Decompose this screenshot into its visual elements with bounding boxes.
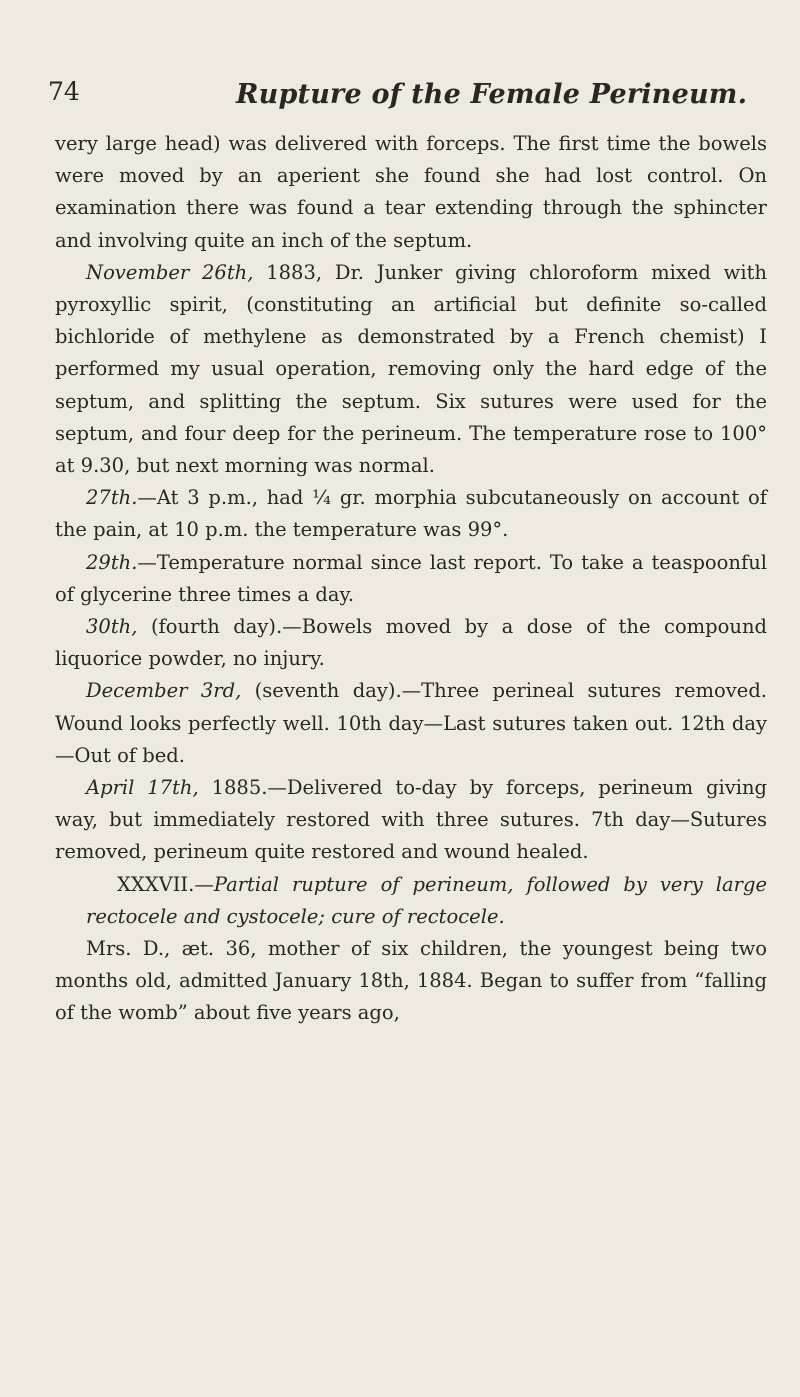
paragraph-continuation <box>55 128 767 257</box>
paragraph-text: Mrs. D., æt. 36, mother of six children, the youngest being two months old, admitted January 18th, 1884. Began to suffer from “falling of the womb” about five years ago, <box>55 937 767 1025</box>
case-title: Partial rupture of perineum, followed by very large rectocele and cystocele; cure of rectocele. <box>86 872 767 928</box>
paragraph-text: (fourth day).—Bowels moved by a dose of the compound liquorice powder, no injury. <box>55 615 767 671</box>
running-head <box>48 78 768 118</box>
paragraph-29th <box>55 547 767 611</box>
paragraph-text: (seventh day).—Three perineal sutures removed. Wound looks perfectly well. 10th day—Last sutures taken out. 12th day—Out of bed. <box>55 679 768 767</box>
case-heading <box>55 869 767 933</box>
entry-date: November 26th, <box>86 260 254 284</box>
entry-date: 29th. <box>86 550 138 574</box>
entry-date: 27th. <box>86 486 138 510</box>
entry-date: April 17th, <box>86 776 199 800</box>
paragraph-nov-26 <box>55 257 767 482</box>
paragraph-april-17th <box>55 772 767 869</box>
entry-date: December 3rd, <box>86 679 242 703</box>
paragraph-text: 1883, Dr. Junker giving chloroform mixed with pyroxyllic spirit, (constituting an artificial but definite so-called bichloride of methylene as demonstrated by a French chemist) I performed my usual operation, removing only the hard edge of the septum, and splitting the septum. Six sutures were used for the septum, and four deep for the perineum. The temperature rose to 100° at 9.30, but next morning was normal. <box>55 260 767 478</box>
paragraph-text: very large head) was delivered with forceps. The first time the bowels were moved by an aperient she found she had lost control. On examination there was found a tear extending through the sphincter and involving quite an inch of the septum. <box>55 132 767 252</box>
page-number: 74 <box>48 77 80 106</box>
paragraph-text: —Temperature normal since last report. To take a teaspoonful of glycerine three times a day. <box>55 550 767 606</box>
paragraph-text: —At 3 p.m., had ¼ gr. morphia subcutaneously on account of the pain, at 10 p.m. the temperature was 99°. <box>55 486 767 542</box>
case-paragraph <box>55 933 767 1030</box>
case-number: XXXVII.— <box>117 872 214 896</box>
paragraph-dec-3rd <box>55 675 767 772</box>
paragraph-27th <box>55 482 767 546</box>
paragraph-text: 1885.—Delivered to-day by forceps, perineum giving way, but immediately restored with three sutures. 7th day—Sutures removed, perineum quite restored and wound healed. <box>55 776 767 864</box>
running-title: Rupture of the Female Perineum. <box>236 79 748 110</box>
entry-date: 30th, <box>86 615 138 639</box>
paragraph-30th <box>55 611 767 675</box>
body-text <box>55 128 767 1030</box>
